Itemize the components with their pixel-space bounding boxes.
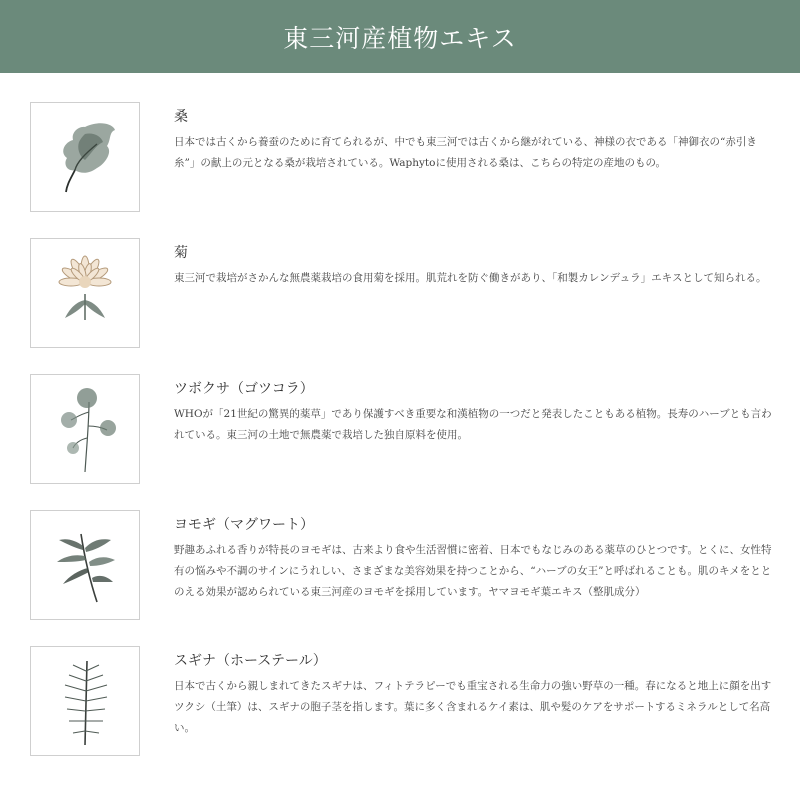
item-title: スギナ（ホーステール） [174, 653, 327, 669]
item-description: 日本では古くから養蚕のために育てられるが、中でも東三河では古くから継がれている、神様の衣である「神御衣の“赤引き糸”」の献上の元となる桑が栽培されている。Waphytoに使用される桑は、こちらの特定の産地のもの。 [174, 136, 757, 169]
list-item-chrysanthemum [30, 238, 780, 350]
list-item-mugwort [30, 510, 780, 622]
horsetail-icon [45, 653, 125, 749]
item-title: 菊 [174, 245, 188, 261]
thumbnail [30, 374, 140, 484]
page-title: 東三河産植物エキス [283, 23, 517, 53]
list-item-gotu-kola [30, 374, 780, 486]
mugwort-icon [45, 520, 125, 610]
list-item-horsetail [30, 646, 780, 758]
item-title: ヨモギ（マグワート） [174, 517, 314, 533]
item-description: 野趣あふれる香りが特長のヨモギは、古来より食や生活習慣に密着、日本でもなじみのある薬草のひとつです。とくに、女性特有の悩みや不調のサインにうれしい、さまざまな美容効果を持つことから、“ハーブの女王”と呼ばれることも。肌のキメをととのえる効果が認められている東三河産のヨモギを採用しています。ヤマヨモギ葉エキス（整肌成分） [174, 544, 772, 598]
item-title: 桑 [174, 109, 188, 125]
thumbnail [30, 510, 140, 620]
page-header [0, 0, 800, 73]
item-description: 東三河で栽培がさかんな無農薬栽培の食用菊を採用。肌荒れを防ぐ働きがあり、「和製カレンデュラ」エキスとして知られる。 [174, 272, 767, 284]
thumbnail [30, 238, 140, 348]
item-title: ツボクサ（ゴツコラ） [174, 381, 314, 397]
gotu-kola-icon [45, 382, 125, 477]
item-description: 日本で古くから親しまれてきたスギナは、フィトテラピーでも重宝される生命力の強い野草の一種。春になると地上に顔を出すツクシ（土筆）は、スギナの胞子茎を指します。葉に多く含まれるケイ素は、肌や髪のケアをサポートするミネラルとして名高い。 [174, 680, 772, 734]
item-description: WHOが「21世紀の驚異的薬草」であり保護すべき重要な和漢植物の一つだと発表したこともある植物。長寿のハーブとも言われている。東三河の土地で無農薬で栽培した独自原料を使用。 [174, 408, 772, 441]
list-item-mulberry [30, 102, 780, 214]
thumbnail [30, 102, 140, 212]
thumbnail [30, 646, 140, 756]
mulberry-leaf-icon [45, 112, 125, 202]
chrysanthemum-icon [45, 248, 125, 338]
